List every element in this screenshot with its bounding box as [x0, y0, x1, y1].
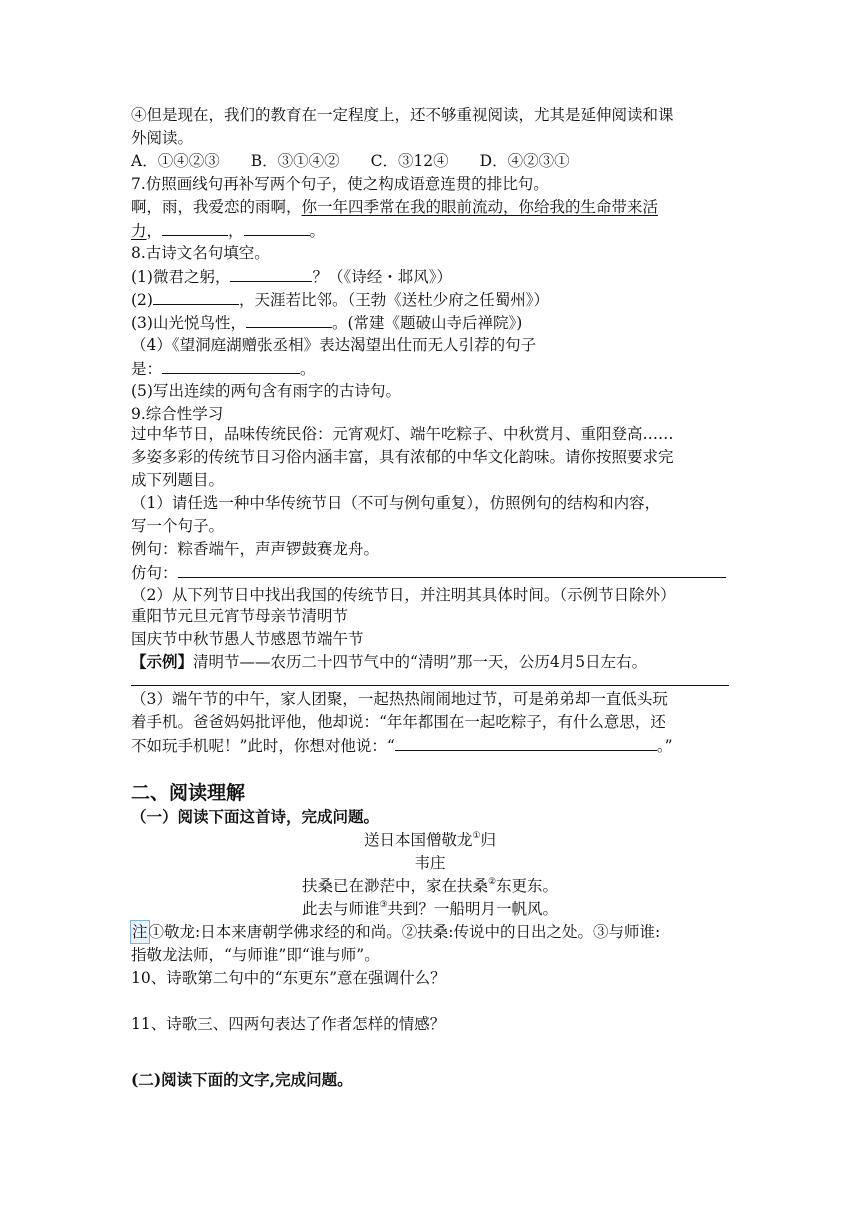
answer-blank[interactable]: [244, 219, 310, 236]
question-8-4-answer: [131, 357, 316, 380]
text-line: 写一个句子。: [131, 517, 225, 535]
subsection-heading: （一）阅读下面这首诗，完成问题。: [131, 807, 380, 826]
poem-title: [0, 829, 860, 851]
answer-line[interactable]: [131, 685, 729, 686]
text: 此去与师谁: [301, 900, 380, 918]
poem-line: [0, 875, 860, 897]
question-10: 10、诗歌第二句中的“东更东”意在强调什么？: [131, 969, 446, 987]
text: 扶桑已在渺茫中，家在扶桑: [301, 877, 488, 895]
festival-list: 国庆节中秋节愚人节感恩节端午节: [131, 630, 364, 648]
question-8-5: (5)写出连续的两句含有雨字的古诗句。: [131, 382, 401, 400]
text-line: 过中华节日，品味传统民俗：元宵观灯、端午吃粽子、中秋赏月、重阳登高……: [131, 425, 674, 443]
text: 啊，雨，我爱恋的雨啊，: [131, 198, 302, 216]
text: 归: [480, 831, 497, 849]
note-line: 指敬龙法师，“与师谁”即“谁与师”。: [131, 946, 380, 964]
note-tag[interactable]: 注: [132, 923, 148, 941]
text: 仿句：: [131, 564, 178, 582]
text: ，: [146, 222, 163, 240]
text: 清明节——农历二十四节气中的“清明”那一天，公历4月5日左右。: [193, 653, 648, 671]
subsection-heading: (二)阅读下面的文字,完成问题。: [131, 1070, 353, 1089]
text: 不如玩手机呢！”此时，你想对他说：“: [131, 737, 395, 755]
text: 。: [300, 360, 316, 378]
text: 共到？一船明月一帆风。: [387, 900, 559, 918]
answer-blank[interactable]: [162, 357, 300, 374]
question-7-blanks: [131, 219, 325, 242]
text: ，: [228, 222, 244, 240]
footnote-mark: ②: [487, 877, 497, 887]
answer-options: A．①④②③ B．③①④② C．③12④ D．④②③①: [131, 152, 570, 170]
question-8-2: [131, 288, 549, 311]
text: 送日本国僧敬龙: [363, 831, 473, 849]
text: 。: [309, 222, 326, 240]
text: 是：: [131, 360, 163, 378]
question-8-4: （4）《望洞庭湖赠张丞相》表达渴望出仕而无人引荐的句子: [131, 336, 537, 354]
imitation-sentence: [131, 561, 726, 584]
question-8-3: [131, 311, 522, 334]
text: 。”: [656, 737, 673, 755]
answer-blank[interactable]: [395, 734, 657, 751]
answer-blank[interactable]: [230, 265, 312, 282]
text: 。(常建《题破山寺后禅院》): [331, 314, 523, 332]
example-answer: [131, 651, 647, 673]
text-line: ④但是现在，我们的教育在一定程度上，还不够重视阅读，尤其是延伸阅读和课: [131, 106, 674, 124]
text-line: 着手机。爸爸妈妈批评他，他却说：“年年都围在一起吃粽子，有什么意思，还: [131, 713, 666, 731]
underlined-sentence-end: 力: [131, 222, 147, 240]
answer-blank[interactable]: [178, 561, 726, 578]
text-line: [131, 734, 673, 757]
text: (3)山光悦鸟性，: [131, 314, 246, 332]
answer-blank[interactable]: [162, 219, 228, 236]
text-line: （1）请任选一种中华传统节日（不可与例句重复），仿照例句的结构和内容，: [131, 494, 661, 512]
section-heading: 二、阅读理解: [131, 782, 246, 804]
poem-author: 韦庄: [414, 854, 446, 872]
underlined-sentence: 你一年四季常在我的眼前流动，你给我的生命带来活: [301, 198, 659, 216]
text: ，天涯若比邻。（王勃《送杜少府之任蜀州》）: [238, 291, 549, 309]
example-sentence: 例句：粽香端午，声声锣鼓赛龙舟。: [131, 540, 380, 558]
footnote-mark: ③: [379, 900, 388, 910]
poem-line: [0, 898, 860, 920]
text-line: 成下列题目。: [131, 471, 225, 489]
text: (2): [131, 291, 153, 309]
text: ？（《诗经・邶风》）: [312, 268, 452, 286]
question-11: 11、诗歌三、四两句表达了作者怎样的情感？: [131, 1015, 446, 1033]
text: (1)微君之躬，: [131, 268, 231, 286]
question-8-1: [131, 265, 452, 288]
question-7-title: 7.仿照画线句再补写两个句子，使之构成语意连贯的排比句。: [131, 175, 549, 193]
example-tag: 【示例】: [131, 652, 194, 671]
question-7-sentence: [131, 196, 658, 218]
footnote-mark: ①: [472, 831, 481, 841]
text-line: 多姿多彩的传统节日习俗内涵丰富，具有浓郁的中华文化韵味。请你按照要求完: [131, 448, 674, 466]
text: ①敬龙:日本来唐朝学佛求经的和尚。②扶桑:传说中的日出之处。③与师谁:: [148, 923, 661, 941]
note-line: [131, 921, 660, 943]
question-9-title: 9.综合性学习: [131, 405, 224, 423]
festival-list: 重阳节元旦元宵节母亲节清明节: [131, 607, 349, 625]
question-8-title: 8.古诗文名句填空。: [131, 244, 270, 262]
text-line: 外阅读。: [131, 129, 194, 147]
text-line: （3）端午节的中午，家人团聚，一起热热闹闹地过节，可是弟弟却一直低头玩: [131, 690, 668, 708]
answer-blank[interactable]: [153, 288, 239, 305]
text-line: （2）从下列节日中找出我国的传统节日，并注明其具体时间。（示例节日除外）: [131, 586, 676, 604]
answer-blank[interactable]: [246, 311, 332, 328]
text: 东更东。: [496, 877, 559, 895]
